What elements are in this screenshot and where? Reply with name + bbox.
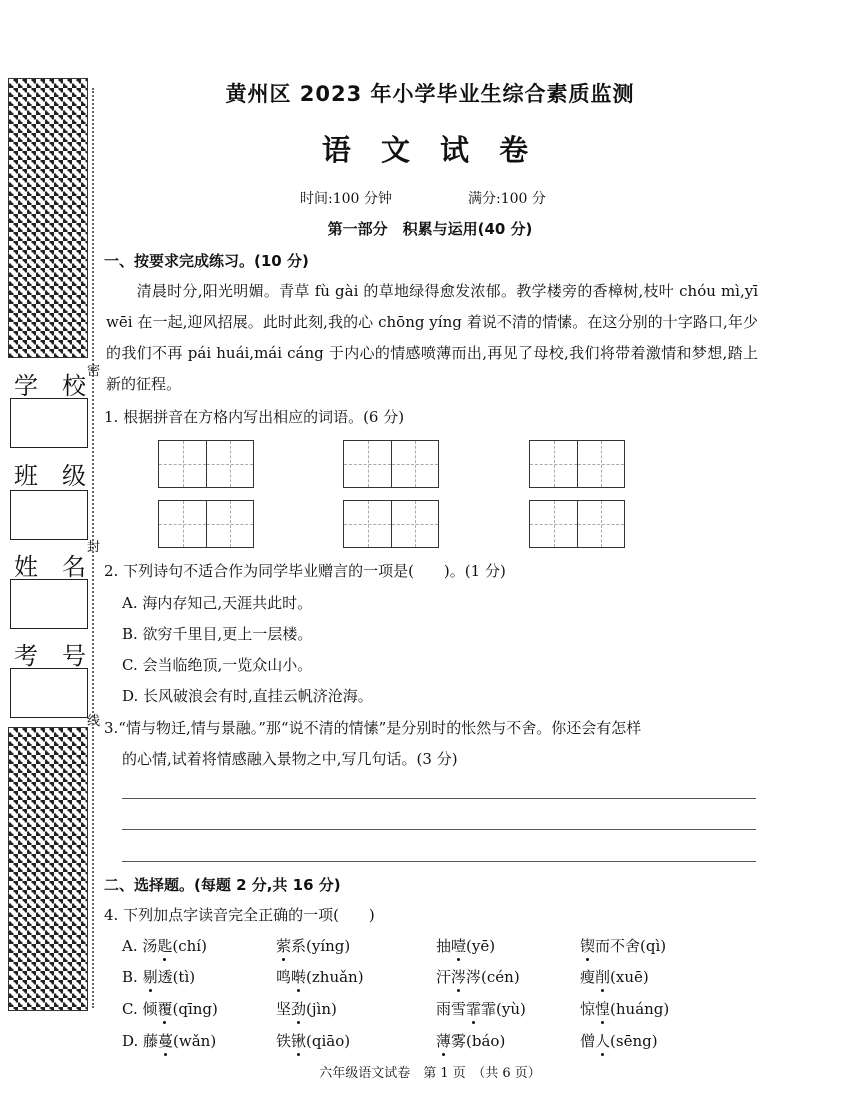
part-heading: 第一部分 积累与运用(40 分) (327, 220, 533, 238)
dotted-character: 剔 (142, 968, 158, 986)
q4-option-cell (122, 935, 207, 956)
exam-time: 时间:100 分钟 (300, 191, 392, 207)
exam-title: 黄州区 2023 年小学毕业生综合素质监测 (225, 82, 635, 106)
question-4: 4. 下列加点字读音完全正确的一项( ) (104, 906, 375, 924)
answer-grid-3[interactable] (529, 440, 625, 488)
q4-option-cell (580, 966, 649, 987)
option-text-suffix: (xuē) (610, 968, 649, 986)
q4-option-cell (580, 935, 666, 956)
q4-option-cell (276, 966, 364, 987)
q4-option-cell (580, 1030, 658, 1051)
q4-option-cell (122, 1030, 216, 1051)
q4-option-cell (276, 935, 350, 956)
q4-option-cell (122, 966, 195, 987)
option-text-suffix: (qiāo) (306, 1032, 351, 1050)
q4-option-cell (580, 998, 669, 1019)
option-text-prefix: B. (122, 968, 143, 986)
option-text-prefix: 惊 (580, 1000, 596, 1018)
seal-mark-mi: 密 (87, 364, 101, 379)
class-label: 班 级 (14, 462, 86, 490)
q2-option-c: C. 会当临绝顶,一览众山小。 (122, 656, 313, 674)
answer-line-1[interactable] (122, 798, 756, 799)
class-field[interactable] (10, 490, 88, 540)
option-text-prefix: C. 倾 (122, 1000, 158, 1018)
name-label: 姓 名 (14, 553, 86, 581)
option-text-suffix: (yē) (466, 937, 496, 955)
exam-number-field[interactable] (10, 668, 88, 718)
option-text-suffix: 雾(báo) (451, 1032, 506, 1050)
dotted-character: 覆 (157, 1000, 173, 1018)
option-text-suffix: 而不舍(qì) (595, 937, 667, 955)
school-label: 学 校 (14, 372, 86, 400)
option-text-suffix: 系(yíng) (291, 937, 351, 955)
q4-option-cell (276, 998, 337, 1019)
option-text-prefix: 抽 (436, 937, 452, 955)
dotted-character: 涔 (451, 968, 467, 986)
option-text-suffix: 涔(cén) (466, 968, 520, 986)
exam-full-score: 满分:100 分 (468, 191, 546, 207)
page-footer: 六年级语文试卷 第 1 页 （共 6 页） (319, 1066, 541, 1081)
answer-line-3[interactable] (122, 861, 756, 862)
q4-option-cell (436, 1030, 505, 1051)
dotted-character: 啭 (291, 968, 307, 986)
q4-option-cell (122, 998, 218, 1019)
section1-heading: 一、按要求完成练习。(10 分) (104, 252, 309, 270)
section1-passage: 清晨时分,阳光明媚。青草 fù gài 的草地绿得愈发浓郁。教学楼旁的香樟树,枝叶 chóu mì,yī wēi 在一起,迎风招展。此时此刻,我的心 chōng yíng 着说不清的情愫。在这分别的十字路口,年少的我们不再 pái huái,mái cáng 于内心的情感喷薄而出,再见了母校,我们将带着激情和梦想,踏上新的征程。 (106, 282, 758, 393)
option-text-prefix: 鸣 (276, 968, 292, 986)
seal-mark-xian: 线 (87, 714, 101, 729)
answer-grid-6[interactable] (529, 500, 625, 548)
option-text-suffix: 霏(yù) (481, 1000, 526, 1018)
answer-grid-5[interactable] (343, 500, 439, 548)
answer-grid-4[interactable] (158, 500, 254, 548)
option-text-suffix: (huáng) (610, 1000, 670, 1018)
dotted-character: 萦 (276, 937, 292, 955)
dotted-character: 霏 (466, 1000, 482, 1018)
q2-option-b: B. 欲穷千里目,更上一层楼。 (122, 625, 313, 643)
question-3-line2: 的心情,试着将情感融入景物之中,写几句话。(3 分) (122, 750, 458, 768)
section2-heading: 二、选择题。(每题 2 分,共 16 分) (104, 876, 341, 894)
dotted-character: 削 (595, 968, 611, 986)
dotted-character: 薄 (436, 1032, 452, 1050)
q2-option-a: A. 海内存知己,天涯共此时。 (122, 594, 313, 612)
q4-option-cell (276, 1030, 350, 1051)
option-text-suffix: (chí) (172, 937, 207, 955)
answer-grid-1[interactable] (158, 440, 254, 488)
question-2: 2. 下列诗句不适合作为同学毕业赠言的一项是( )。(1 分) (104, 562, 506, 580)
option-text-suffix: 透(tì) (157, 968, 196, 986)
dotted-character: 蔓 (158, 1032, 174, 1050)
option-text-suffix: (sēng) (610, 1032, 658, 1050)
q4-option-cell (436, 998, 526, 1019)
option-text-prefix: 瘦 (580, 968, 596, 986)
option-text-suffix: (jìn) (306, 1000, 337, 1018)
dotted-character: 锲 (580, 937, 596, 955)
dotted-character: 人 (595, 1032, 611, 1050)
q4-option-cell (436, 966, 520, 987)
school-field[interactable] (10, 398, 88, 448)
seal-mark-feng: 封 (87, 540, 101, 555)
question-1: 1. 根据拼音在方格内写出相应的词语。(6 分) (104, 408, 405, 426)
option-text-prefix: 僧 (580, 1032, 596, 1050)
dotted-character: 惶 (595, 1000, 611, 1018)
name-field[interactable] (10, 579, 88, 629)
q4-option-cell (436, 935, 495, 956)
answer-line-2[interactable] (122, 829, 756, 830)
exam-subject-title: 语 文 试 卷 (321, 133, 539, 167)
option-text-prefix: 铁 (276, 1032, 292, 1050)
dotted-character: 劲 (291, 1000, 307, 1018)
option-text-prefix: A. 汤 (122, 937, 158, 955)
dotted-character: 匙 (157, 937, 173, 955)
answer-grid-2[interactable] (343, 440, 439, 488)
exam-number-label: 考 号 (14, 642, 86, 670)
option-text-suffix: (zhuǎn) (306, 968, 364, 986)
option-text-prefix: 坚 (276, 1000, 292, 1018)
q2-option-d: D. 长风破浪会有时,直挂云帆济沧海。 (122, 687, 373, 705)
dotted-character: 噎 (451, 937, 467, 955)
binding-pattern-bottom (8, 727, 88, 1011)
option-text-prefix: D. 藤 (122, 1032, 159, 1050)
option-text-suffix: (qīng) (172, 1000, 218, 1018)
option-text-prefix: 雨雪 (436, 1000, 467, 1018)
option-text-suffix: (wǎn) (173, 1032, 217, 1050)
dotted-character: 锹 (291, 1032, 307, 1050)
question-3-line1: 3.“情与物迁,情与景融。”那“说不清的情愫”是分别时的怅然与不舍。你还会有怎样 (104, 719, 642, 737)
option-text-prefix: 汗 (436, 968, 452, 986)
